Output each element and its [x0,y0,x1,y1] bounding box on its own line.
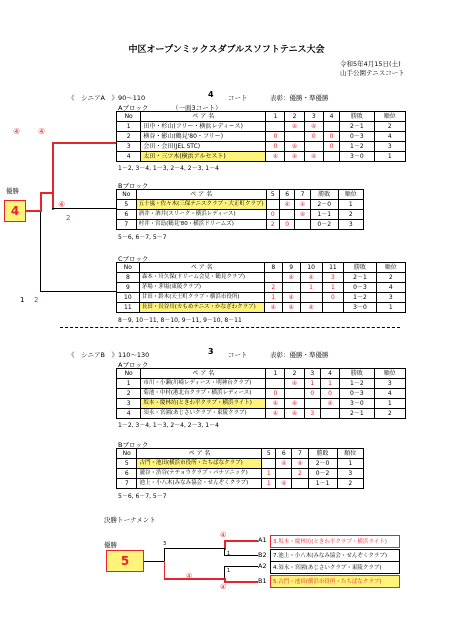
senior-b-court-no: 3 [208,347,214,356]
senior-a-block-a-label: Aブロック [118,104,149,112]
top-semi-winner-score: ④ [220,531,227,539]
senior-a-block-c-table [116,262,406,313]
senior-a-block-c-label: Cブロック [118,255,149,263]
table-row: 2 横谷・影山(鶴見'80・フリー) 0 0 0 0－3 4 [117,132,406,142]
senior-b-heading: 《 シニアB 》110～130 [68,351,150,359]
seed-label: B2 [258,551,267,559]
seed-label: A2 [258,562,267,570]
seed-box: 7.池上・小八木(みなみ協会・せんぞくクラブ) [270,549,400,562]
senior-a-block-a-table [116,111,406,162]
seed-box: 4.須永・宮園(あじさいクラブ・東陵クラブ) [270,561,400,574]
table-row: 9 茅場・茅場(東陵クラブ) 2 1 1 0－3 4 [117,283,406,293]
senior-a-note: 表彰：優勝・準優勝 [270,94,329,102]
bracket-line [164,548,165,562]
page-title: 中区オープンミックスダブルスソフトテニス大会 [128,45,325,55]
senior-b-block-a-order: 1－2, 3－4, 1－3, 2－4, 2－3, 1－4 [118,422,219,429]
table-row: 3 坂本・慶林坊(ときわ平クラブ・横浜ライト) ④ ④ ④ 3－0 1 [117,399,406,409]
section-divider [60,327,400,328]
seed-box: 3.坂本・慶林坊(ときわ平クラブ・横浜ライト) [270,535,400,548]
senior-a-block-b-label: Bブロック [118,182,149,190]
bracket-line [52,142,54,210]
senior-a-block-a-sub: （一面3コート） [172,104,222,112]
table-row: 3 会田・会田(JEL STC) 0 ④ 0 1－2 3 [117,142,406,152]
table-row: 2 菊池・中村(港北台クラブ・横浜レディース) 0 0 0 0－3 4 [117,389,406,399]
event-venue: 山手公園テニスコート [340,69,405,77]
bracket-c-left-score: 1 [20,296,25,304]
bracket-b-left-score: ④ [58,200,66,209]
senior-a-block-b-table [116,189,364,230]
table-row: 7 池上・小八木(みなみ協会・せんぞくクラブ) 1 ④ 1－1 2 [117,479,364,489]
senior-b-winner-label: 優勝 [104,541,117,549]
table-row: 11 長田・長谷川(カもめテニス・かなざわクラブ) ④ ④ ④ 3－0 1 [117,303,406,313]
bracket-a-right-score: ④ [38,127,46,136]
bracket-a-left-score: ④ [13,127,21,136]
senior-a-court-no: 4 [208,90,214,99]
table-row: 4 須永・宮園(あじさいクラブ・東陵クラブ) ④ ④ 3 2－1 2 [117,409,406,419]
bracket-line [224,581,258,583]
senior-b-block-b-order: 5－6, 6－7, 5－7 [118,493,167,500]
table-header-row: No ペ ア 名 5 6 7 勝敗 順位 [117,449,364,459]
senior-b-block-b-table [116,448,364,489]
table-row: 5 五十嵐・佐々木(三保テニスクラブ・大正町クラブ) ④ ④ 2－0 1 [117,200,364,210]
table-header-row: No ペ ア 名 1 2 3 4 勝敗 順位 [117,112,406,122]
seed-label: B1 [258,577,267,585]
bracket-line [52,142,116,144]
table-row: 1 市川・小瀬(川崎レディース・明神台クラブ) ④ 1 1 1－2 3 [117,379,406,389]
bottom-semi-winner-score: ④ [220,583,227,591]
senior-b-court-label: コート [228,351,248,359]
table-row: 6 酒井・酒井(スリーク・横浜レディース) 0 ④ 1－1 2 [117,210,364,220]
bottom-semi-loser-score: 1 [227,568,231,574]
table-row: 8 森本・川久保(ドリーム会見・鶴見クラブ) ④ ④ 3 2－1 2 [117,273,406,283]
table-row: 6 瀧谷・渋谷(ナチョウクラブ・パナソニック) 1 2 0－2 3 [117,469,364,479]
bracket-line [40,212,41,292]
table-row: 1 田中・杉山(フリー・横浜レディース) ④ ④ 2－1 2 [117,122,406,132]
senior-b-block-a-label: Aブロック [118,361,149,369]
senior-a-winner-box: 4 [4,200,26,222]
senior-a-heading: 《 シニアA 》90～110 [68,94,146,102]
senior-a-block-b-order: 5－6, 6－7, 5－7 [118,234,167,241]
final-tournament-label: 決勝トーナメント [104,516,156,524]
bracket-line [144,561,164,562]
final-bottom-score: ④ [186,572,193,580]
bracket-line [224,540,258,542]
bracket-b-right-score: 2 [66,214,71,222]
bracket-line [164,578,224,580]
bracket-line [164,548,224,549]
bracket-line [40,192,42,212]
bracket-line [224,566,258,567]
senior-b-note: 表彰：優勝・準優勝 [270,351,329,359]
bracket-c-right-score: 2 [34,296,39,304]
table-row: 10 甘田・鈴木(天王町クラブ・横浜市役所) 1 ④ 0 1－2 3 [117,293,406,303]
bracket-line [164,561,165,579]
senior-b-winner-box: 5 [106,550,144,572]
senior-a-winner-label: 優勝 [6,187,19,195]
table-header-row: No ペ ア 名 1 2 3 4 勝敗 順位 [117,369,406,379]
table-row: 5 古門・池田(横浜市役所・たちばなクラブ) ④ ④ 2－0 1 [117,459,364,469]
senior-a-block-c-order: 8－9, 10－11, 8－10, 9－11, 9－10, 8－11 [118,317,242,324]
bracket-line [40,291,116,292]
table-header-row: No ペ ア 名 8 9 10 11 勝敗 順位 [117,263,406,273]
seed-box: 5.古門・池田(横浜市役所・たちばなクラブ) [270,575,400,588]
final-top-score: 3 [163,541,167,547]
senior-a-court-label: コート [228,94,248,102]
table-row: 7 村井・宮島(鶴見'80・横浜ドリームズ) 2 0 0－2 3 [117,220,364,230]
senior-a-block-a-order: 1－2, 3－4, 1－3, 2－4, 2－3, 1－4 [118,165,219,172]
top-semi-loser-score: 1 [227,551,231,557]
seed-label: A1 [258,536,267,544]
senior-b-block-a-table [116,368,406,419]
table-header-row: No ペ ア 名 5 6 7 勝敗 順位 [117,190,364,200]
senior-b-block-b-label: Bブロック [118,441,149,449]
table-row: 4 太田・三ツ木(横浜アルセスト) ④ ④ ④ 3－0 1 [117,152,406,162]
event-date: 令和5年4月15日(土) [340,60,401,68]
